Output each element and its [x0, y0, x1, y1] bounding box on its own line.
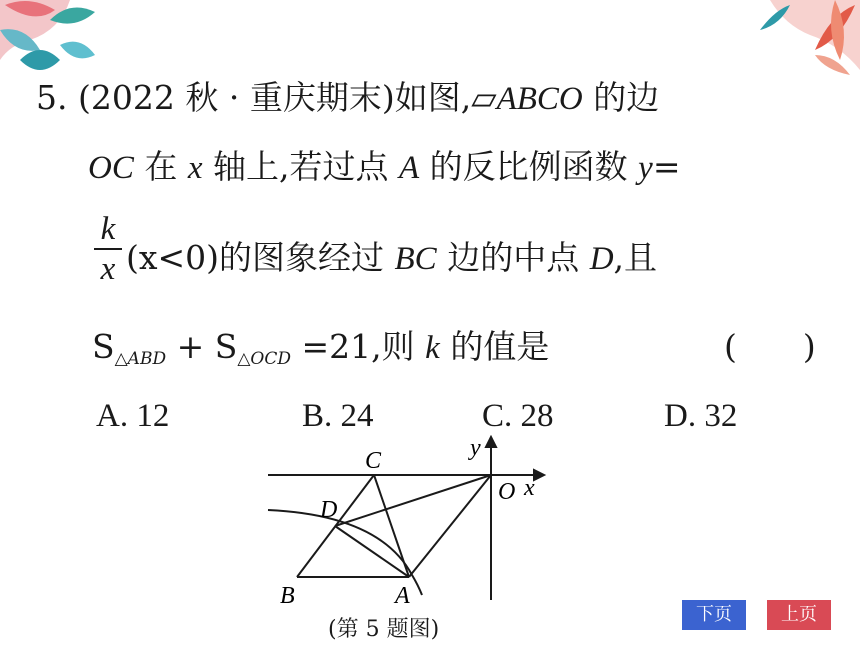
question-line-2	[88, 147, 680, 188]
option-value: 32	[704, 398, 738, 434]
point-d: D	[589, 241, 614, 277]
question-line-1	[36, 78, 659, 119]
x-axis-arrow	[534, 470, 544, 480]
subscript-ocd: △OCD	[237, 349, 292, 369]
question-text: =21,则	[301, 327, 415, 366]
option-letter: D.	[664, 398, 697, 434]
prev-page-button[interactable]: 上页	[766, 599, 832, 631]
segment-oc: OC	[88, 150, 134, 186]
fraction-bar	[94, 248, 122, 250]
answer-paren: ( )	[724, 327, 816, 366]
geometry-figure	[260, 435, 560, 610]
fraction-numerator: k	[100, 211, 116, 247]
option-letter: C.	[482, 398, 513, 434]
shape-name: ABCO	[496, 81, 583, 117]
question-text: 的值是	[450, 327, 550, 366]
question-text: ,且	[613, 238, 658, 277]
label-d: D	[320, 497, 338, 523]
question-text: 的边	[593, 78, 660, 117]
option-value: 12	[136, 398, 170, 434]
segment-do	[335, 475, 491, 526]
label-x: x	[524, 475, 535, 501]
next-page-button[interactable]: 下页	[681, 599, 747, 631]
question-line-3	[126, 238, 657, 279]
label-a: A	[395, 583, 410, 609]
question-text: 的图象经过	[219, 238, 385, 277]
label-c: C	[365, 448, 382, 474]
option-d[interactable]	[664, 398, 737, 435]
option-letter: A.	[96, 398, 129, 434]
question-text: 的反比例函数	[429, 147, 628, 186]
option-c[interactable]	[482, 398, 554, 435]
domain-condition: (x<0)	[126, 238, 220, 277]
parallelogram-symbol: ▱	[471, 78, 497, 117]
label-b: B	[280, 583, 295, 609]
figure-caption: (第 5 题图)	[328, 617, 440, 642]
fraction-denominator: x	[100, 251, 116, 287]
label-o: O	[498, 479, 516, 505]
plus-sign: +	[176, 327, 205, 366]
question-text: 如图,	[394, 78, 472, 117]
question-text: 在	[144, 147, 178, 186]
area-symbol: S	[92, 327, 115, 366]
question-source: (2022 秋 · 重庆期末)	[78, 78, 395, 117]
option-b[interactable]	[302, 398, 374, 435]
option-value: 24	[340, 398, 374, 434]
subscript-abd: △ABD	[114, 349, 167, 369]
option-value: 28	[520, 398, 554, 434]
area-symbol: S	[214, 327, 238, 366]
var-y: y	[638, 150, 653, 186]
label-y: y	[470, 435, 481, 461]
segment-da	[335, 526, 409, 577]
equals-sign: =	[652, 147, 681, 186]
question-text: 边的中点	[447, 238, 580, 277]
fraction-k-over-x	[94, 212, 122, 286]
question-line-4	[92, 327, 549, 379]
segment-ca	[374, 475, 409, 577]
var-k: k	[425, 330, 440, 366]
option-a[interactable]	[96, 398, 169, 435]
segment-bc: BC	[394, 241, 437, 277]
side-oa	[409, 475, 491, 577]
question-number: 5.	[36, 78, 68, 117]
var-x: x	[187, 150, 203, 186]
question-text: 轴上,若过点	[213, 147, 389, 186]
point-a: A	[399, 150, 420, 186]
decorative-leaves-right	[730, 0, 860, 85]
option-letter: B.	[302, 398, 333, 434]
y-axis-arrow	[486, 437, 496, 447]
